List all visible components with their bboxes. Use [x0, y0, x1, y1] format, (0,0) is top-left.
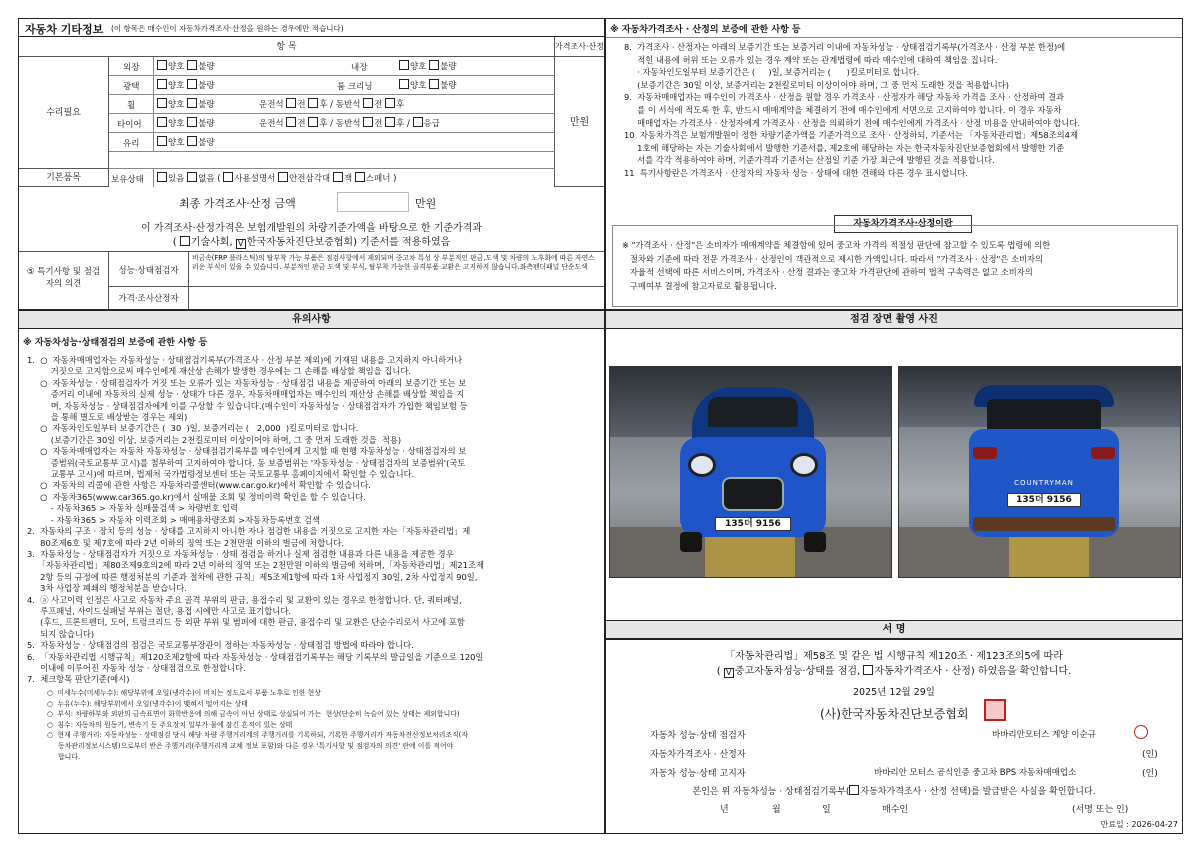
gloss-bad-checkbox[interactable]	[187, 79, 197, 89]
signature-date	[606, 684, 1182, 698]
tire-pass-front-checkbox[interactable]	[363, 117, 373, 127]
notice-line: 2. 자동차의 구조 · 장치 등의 성능 · 상태를 고지하지 아니한 자나 점검한 내용을 거짓으로 고지한 자는「자동차관리법」제	[27, 526, 471, 537]
spanner-label: 스패너	[365, 174, 391, 184]
perf-check-label: 중고자동차성능·상태를 점검,	[734, 666, 861, 677]
notice-section-title: ※ 자동차성능·상태점검의 보증에 관한 사항 등	[23, 338, 208, 348]
triangle-checkbox[interactable]	[278, 172, 288, 182]
price-guarantee-line: · 자동차인도일부터 보증기간은 ( )일, 보증거리는 ( )킬로미터로 합니다.	[624, 67, 920, 78]
rear-car-photo	[898, 366, 1181, 578]
wheel-pass-rear-label: 후	[396, 100, 405, 110]
tire-good-label: 양호	[168, 119, 185, 129]
basis-insurer-label: 기술사회	[190, 237, 230, 248]
buyer-sign-mark: (서명 또는 인)	[1072, 805, 1129, 815]
buyer-label: 매수인	[882, 805, 909, 815]
sign-year: 2025년	[853, 687, 887, 698]
notice-line: ○ 자동차인도일부터 보증기간은 ( 30 )일, 보증거리는 ( 2,000 )킬로미터로 합니다.	[27, 423, 359, 434]
notifier-mark: (인)	[1142, 769, 1158, 779]
group-basic-label: 기본품목	[19, 169, 109, 187]
tire-driver-rear-label: 후	[319, 119, 328, 129]
tire-pass-rear-label: 후	[396, 119, 405, 129]
wheel-good-label: 양호	[168, 100, 185, 110]
notice-line: 증범위(국토교통부 고시)를 첨부하여 고지하여야 합니다. 동 보증범위는 '자동차성능 · 상태점검자의 보증범위'(국토	[27, 457, 466, 468]
notice-line: ○ 자동차매매업자는 자동차 자동차성능 · 상태점검기록부를 매수인에게 고지할 때 현행 자동차성능 · 상태점검자의 보	[27, 446, 467, 457]
gloss-bad-label: 불량	[198, 81, 215, 91]
notice-small-line: ○ 누유(누수): 해당부위에서 오일(냉각수)이 맺혀서 떨어지는 상태	[47, 699, 248, 708]
notice-line: - 자동차365 > 자동차 실매물검색 > 차량번호 입력	[27, 503, 239, 514]
receipt-line-a: 본인은 위 자동차성능 · 상태점검기록부(	[692, 787, 850, 797]
notice-header: 유의사항	[19, 311, 604, 329]
perf-check-checkbox[interactable]: V	[724, 668, 734, 678]
notice-line: (보증기간은 30일 이상, 보증거리는 2천킬로미터 이상이어야 하며, 그 중 먼저 도래한 것을 적용)	[27, 434, 402, 445]
rows-block: 외장 양호 불량 내장 양호 불량 광택 양호 불량 룸 크리닝 양호 불량 휠 양호 불량 운전석 전 후 / 동반석 전 후 타이어 양호 불량 운전석 전 후 / 동반석 전 후 / 응급 유리 양호 불량 보유상태 있음 없음 ( 사용설명서 안전삼각대 잭 스패너 )	[109, 57, 555, 187]
extra-info-subtitle: (이 항목은 매수인이 자동차가격조사·산정을 원하는 경우에만 적습니다)	[111, 24, 344, 33]
vehicle-extra-info-panel	[18, 18, 605, 310]
tire-bad-checkbox[interactable]	[187, 117, 197, 127]
col-header-price: 가격조사·산정	[555, 37, 604, 57]
exterior-good-checkbox[interactable]	[157, 60, 167, 70]
notice-line: 루프패널, 사이드실패널 부위는 절단, 용접 시에만 사고로 표기합니다.	[27, 605, 291, 616]
extra-info-title-bar	[19, 19, 604, 37]
row-exterior-label: 외장	[123, 63, 140, 73]
notice-small-line: ○ 현재 주행거리: 자동차성능 · 상태점검 당시 해당 차량 주행거리계의 주행거리를 기록하되, 기록한 주행거리가 자동차전산정보처리조직(자	[47, 731, 469, 740]
special-label: ⑤ 특기사항 및 점검자의 의견	[19, 251, 109, 309]
manual-label: 사용설명서	[234, 174, 276, 184]
tire-driver-front-label: 전	[297, 119, 306, 129]
price-assessor-mark: (인)	[1142, 750, 1158, 760]
price-column-cell: 만원	[555, 57, 604, 187]
special-perf-label: 성능·상태점검자	[109, 251, 189, 287]
price-guarantee-line: 적힌 내용에 허위 또는 오류가 있는 경우 계약 또는 관계법령에 따라 매수인에 대하여 책임을 집니다.	[624, 54, 998, 65]
buyer-day: 일	[822, 805, 831, 815]
price-guarantee-line: 9. 자동차매매업자는 매수인이 가격조사 · 산정을 원할 경우 가격조사 · 산정자가 해당 자동차 가격을 조사 · 산정하여 결과	[624, 92, 1064, 103]
owned-have-label: 있음	[168, 174, 185, 184]
basis-line2: ( 기술사회, V 한국자동차진단보증협회) 기준서를 적용하였음	[172, 237, 451, 248]
interior-bad-checkbox[interactable]	[429, 60, 439, 70]
notice-small-line: 합니다.	[47, 752, 81, 761]
inspector-seal	[1134, 725, 1148, 739]
signature-line2: ( V 중고자동차성능·상태를 점검, 자동차가격조사 · 산정) 하였음을 확인합니다.	[716, 666, 1072, 677]
price-def-box-title: 자동차가격조사·산정이란	[834, 215, 972, 233]
notice-line: 증거리 이내에 자동차의 실제 성능 · 상태가 다른 경우, 자동차매매업자는 매수인의 재산상 손해를 배상할 책임을 지	[27, 389, 465, 400]
wheel-pass-front-label: 전	[374, 100, 383, 110]
price-guarantee-line: 매매업자는 가격조사 · 산정자에게 가격조사 · 산정을 의뢰하기 전에 매수인에게 가격조사 · 산정 비용을 안내하여야 합니다.	[624, 117, 1081, 128]
inspector-label: 자동차 성능·상태 점검자	[650, 731, 746, 741]
row-interior-label: 내장	[351, 63, 368, 73]
wheel-driver-rear-label: 후	[319, 100, 328, 110]
notice-line: 5. 자동차성능 · 상태점검의 점검은 국토교통부장관이 정하는 자동차성능 · 상태점검 방법에 따라야 합니다.	[27, 640, 414, 651]
receipt-price-checkbox[interactable]	[849, 785, 859, 795]
receipt-line	[606, 784, 1182, 797]
row-owned-label: 보유상태	[111, 175, 144, 185]
exterior-good-label: 양호	[168, 62, 185, 72]
notice-line: 3. 자동차성능 · 상태점검자가 거짓으로 자동차성능 · 상태 점검을 하거나 실제 점검한 내용과 다른 내용을 제공한 경우	[27, 548, 454, 559]
wheel-bad-label: 불량	[198, 100, 215, 110]
notice-line: 을 통해 별도로 배상받는 경우는 제외)	[27, 412, 188, 423]
price-assessor-label: 자동차가격조사 · 산정자	[650, 750, 746, 760]
price-def-body	[622, 239, 1174, 293]
row-gloss-label: 광택	[123, 82, 140, 92]
price-guarantee-line: 11 특기사항란은 가격조사 · 산정자의 자동차 성능 · 상태에 대한 견해와 다른 경우 표시합니다.	[624, 167, 968, 178]
photos-header: 점검 장면 촬영 사진	[606, 311, 1182, 329]
tire-passenger-label: 동반석	[335, 119, 361, 129]
signature-header: 서 명	[606, 621, 1182, 639]
notice-line: 이내에 이루어진 자동차 성능 · 상태점검으로 한정합니다.	[27, 662, 246, 673]
price-guarantee-line: 1호에 해당하는 자는 기술사회에서 발행한 기준서를, 제2호에 해당하는 자는 한국자동차진단보증협회에서 발행한 기준	[624, 142, 1065, 153]
exterior-bad-label: 불량	[198, 62, 215, 72]
basis-insurer-checkbox[interactable]	[180, 236, 190, 246]
notice-line: ○ 자동차성능 · 상태점검자가 거짓 또는 오류가 있는 자동차성능 · 상태점검 내용을 제공하여 아래의 보증기간 또는 보	[27, 377, 467, 388]
notice-line: 3차 사업장 폐쇄의 행정처분을 받습니다.	[27, 583, 187, 594]
wheel-pass-front-checkbox[interactable]	[363, 98, 373, 108]
row-glass-label: 유리	[123, 139, 140, 149]
signature-panel	[605, 620, 1183, 834]
notice-line: 되지 않습니다)	[27, 628, 95, 639]
owned-have-checkbox[interactable]	[157, 172, 167, 182]
notice-small-line: ○ 침수: 자동차의 원동기, 변속기 등 주요장치 일부가 물에 잠긴 흔적이 있는 상태	[47, 720, 293, 729]
spanner-checkbox[interactable]	[355, 172, 365, 182]
manual-checkbox[interactable]	[223, 172, 233, 182]
tire-pass-front-label: 전	[374, 119, 383, 129]
interior-good-label: 양호	[410, 62, 427, 72]
gloss-good-checkbox[interactable]	[157, 79, 167, 89]
notice-line: - 자동차365 > 자동차 이력조회 > 매매용차량조회 >자동차등록번호 검색	[27, 514, 320, 525]
glass-good-checkbox[interactable]	[157, 136, 167, 146]
basis-line1: 이 가격조사·산정가격은 보험개발원의 차량기준가액을 바탕으로 한 기준가격과	[140, 223, 483, 234]
wheel-driver-front-label: 전	[297, 100, 306, 110]
special-perf-text: 비금속(FRP 플라스틱)의 탈부착 가능 부품은 점검사항에서 제외되며 중고차 특성 상 부분적인 판금,도색 및 차량의 노후화에 따른 자연스러운 부식이 있을 수 있습니다. 부분적인 판금 도색 및 부식, 탈부착 가능한 골격부품 교환은 고지하지 않습니다.좌측펜더패널 단순도색	[189, 251, 604, 287]
price-guarantee-line: 10 자동차가격은 보험개발원이 정한 차량기준가액을 기준가격으로 조사 · 산정하되, 기준서는 「자동차관리법」제58조의4제	[624, 130, 1078, 141]
tire-good-checkbox[interactable]	[157, 117, 167, 127]
col-header-item: 항 목	[19, 37, 555, 57]
price-def-line: 자율적 선택에 따른 서비스이며, 가격조사 · 산정 결과는 중고차 가격판단에 관하여 법적 구속력은 없고 소비자의	[622, 267, 1033, 277]
basis-kaa-checkbox[interactable]: V	[236, 239, 246, 249]
notice-small-body	[47, 688, 602, 762]
notice-panel	[18, 310, 605, 834]
notice-body	[27, 355, 602, 686]
owned-none-label: 없음	[198, 174, 215, 184]
price-guarantee-panel	[605, 18, 1183, 310]
notifier-label: 자동차 성능·상태 고지자	[650, 769, 746, 779]
price-def-line: 구매여부 결정에 참고자료로 활용됩니다.	[622, 280, 777, 291]
price-check-checkbox[interactable]	[863, 665, 873, 675]
notice-line: 1. ○ 자동차매매업자는 자동차성능 · 상태점검기록부(가격조사 · 산정 부분 제외)에 기재된 내용을 고지하지 아니하거나	[27, 355, 463, 365]
row-room-clean-label: 룸 크리닝	[337, 82, 373, 92]
basis-line2-end: 기준서를 적용하였음	[360, 237, 451, 248]
tire-emergency-label: 응급	[423, 119, 440, 129]
sign-month: 12월	[889, 687, 911, 698]
wheel-driver-label: 운전석	[259, 100, 284, 110]
interior-good-checkbox[interactable]	[399, 60, 409, 70]
notice-small-line: ○ 미세누수(미세누수): 해당부위에 오일(냉각수)이 비치는 정도로서 부품 노후로 인한 현상	[47, 689, 321, 697]
room-clean-good-label: 양호	[410, 81, 427, 91]
rear-badge: COUNTRYMAN	[1014, 479, 1074, 487]
wheel-passenger-label: 동반석	[335, 100, 361, 110]
notice-line: 「자동차관리법」제80조제9호의2에 따라 2년 이하의 징역 또는 2천만원 이하의 벌금에 처하며,「자동차관리법」제21조제	[27, 560, 484, 571]
final-price-label: 최종 가격조사·산정 금액	[179, 197, 296, 210]
price-guarantee-line: 를 이 서식에 적도록 한 후, 반드시 매매계약을 체결하기 전에 매수인에게 서면으로 고지하여야 합니다. 이 경우 자동차	[624, 104, 1062, 115]
final-price-unit: 만원	[415, 197, 437, 210]
notice-line: 80조제6호 및 제7호에 따라 2년 이하의 징역 또는 2천만원 이하의 벌금에 처합니다.	[27, 537, 344, 548]
group-repair-label: 수리필요	[19, 57, 109, 169]
buyer-month: 월	[772, 805, 781, 815]
row-wheel-label: 휠	[127, 101, 136, 111]
notice-line: 2항 등의 규정에 따른 행정처분의 기준과 절차에 관한 규칙」제5조제1항에 따라 1차 사업정지 30일, 2차 사업정지 90일,	[27, 571, 478, 582]
price-def-line: 절차와 기준에 따라 전문 가격조사 · 산정인이 객관적으로 제시한 가액입니다. 따라서 "가격조사 · 산정"은 소비자의	[622, 253, 1044, 264]
org-seal-stamp	[984, 699, 1006, 721]
notice-line: 며, 자동차성능 · 상태점검자에게 이를 구상할 수 있습니다.(매수인이 자동차성능 · 상태점검자가 가입한 책임보험 등	[27, 400, 468, 411]
price-guarantee-line: (보증기간은 30일 이상, 보증거리는 2천킬로미터 이상이어야 하며, 그 중 먼저 도래한 것을 적용합니다)	[624, 79, 1009, 90]
tire-driver-label: 운전석	[259, 119, 284, 129]
final-price-row	[19, 187, 604, 217]
tire-driver-rear-checkbox[interactable]	[308, 117, 318, 127]
receipt-line-b: 자동차가격조사 · 산정 선택)를 발급받은 사실을 확인합니다.	[860, 787, 1096, 797]
rear-plate: 135더 9156	[1007, 493, 1081, 507]
notice-line: 거짓으로 고지함으로써 매수인에게 재산상 손해가 발생한 경우에는 그 손해를 배상할 책임을 집니다.	[27, 366, 411, 377]
jack-label: 잭	[343, 174, 353, 184]
glass-bad-label: 불량	[198, 138, 215, 148]
wheel-driver-rear-checkbox[interactable]	[308, 98, 318, 108]
room-clean-bad-label: 불량	[440, 81, 457, 91]
price-guarantee-line: 서를 각각 적용하여야 하며, 기준가격과 기준서는 산정일 기준 가장 최근에 발행된 것을 적용합니다.	[624, 155, 995, 166]
price-guarantee-body	[624, 41, 1180, 180]
owned-none-checkbox[interactable]	[187, 172, 197, 182]
wheel-good-checkbox[interactable]	[157, 98, 167, 108]
notice-small-line: 동차관리정보시스템)으로부터 받은 주행거리(주행거리계 교체 정보 포함)와 다른 경우 '특기사항 및 점검자의 의견' 란에 이를 적어야	[47, 741, 454, 750]
sign-day: 29일	[913, 687, 935, 698]
signature-org: (사)한국자동차진단보증협회	[820, 707, 969, 721]
expiry-date: 만료일 : 2026-04-27	[1100, 820, 1178, 829]
notice-line: 교통부 고시)에 따르며, 법제처 국가법령정보센터 또는 국토교통부 홈페이지에서 확인할 수 있습니다.	[27, 469, 415, 480]
price-guarantee-line: 8. 가격조사 · 산정자는 아래의 보증기간 또는 보증거리 이내에 자동차성능 · 상태점검기록부(가격조사 · 산정 부분 한정)에	[624, 42, 1066, 52]
notice-small-line: ○ 부식: 차량하부와 외판의 금속표면이 화학반응에 의해 금속이 아닌 상태로 상실되어 가는 현상(단순히 녹슬어 있는 상태는 제외합니다)	[47, 710, 460, 719]
jack-checkbox[interactable]	[333, 172, 343, 182]
inspector-value: 바바리안모터스 계양 이순규	[992, 730, 1096, 740]
notice-line: ○ 자동차365(www.car365.go.kr)에서 실매물 조회 및 정비이력 확인을 할 수 있습니다.	[27, 491, 366, 502]
basis-kaa-label: 한국자동차진단보증협회	[246, 237, 354, 248]
notice-line: 7. 체크항목 판단기준(예시)	[27, 674, 130, 685]
wheel-pass-rear-checkbox[interactable]	[385, 98, 395, 108]
price-guarantee-title: ※ 자동차가격조사 · 산정의 보증에 관한 사항 등	[610, 25, 801, 35]
interior-bad-label: 불량	[440, 62, 457, 72]
tire-driver-front-checkbox[interactable]	[286, 117, 296, 127]
extra-info-title: 자동차 기타정보	[25, 23, 104, 36]
tire-emergency-checkbox[interactable]	[413, 117, 423, 127]
front-car-photo	[609, 366, 892, 578]
tire-pass-rear-checkbox[interactable]	[385, 117, 395, 127]
glass-bad-checkbox[interactable]	[187, 136, 197, 146]
room-clean-bad-checkbox[interactable]	[429, 79, 439, 89]
wheel-bad-checkbox[interactable]	[187, 98, 197, 108]
photos-panel	[605, 310, 1183, 640]
notifier-value: 바바리안 모터스 공식인증 중고차 BPS 자동차매매업소	[874, 768, 1077, 778]
price-def-line: ※ "가격조사 · 산정"은 소비자가 매매계약을 체결함에 있어 중고차 가격의 적절성 판단에 참고할 수 있도록 법령에 의한	[622, 240, 1051, 250]
notice-line: 6. 「자동차관리법 시행규칙」제120조제2항에 따라 자동차성능 · 상태점검기록부는 해당 기록부의 발급일을 기준으로 120일	[27, 651, 484, 662]
front-plate: 135더 9156	[715, 517, 791, 531]
final-price-input[interactable]	[337, 192, 409, 212]
room-clean-good-checkbox[interactable]	[399, 79, 409, 89]
signature-line1: 「자동차관리법」제58조 및 같은 법 시행규칙 제120조 · 제123조의5에 따라	[725, 651, 1063, 662]
buyer-year: 년	[720, 805, 729, 815]
row-tire-label: 타이어	[117, 120, 142, 130]
gloss-good-label: 양호	[168, 81, 185, 91]
wheel-driver-front-checkbox[interactable]	[286, 98, 296, 108]
notice-line: ○ 자동차의 리콜에 관한 사항은 자동차리콜센터(www.car.go.kr)에서 확인할 수 있습니다.	[27, 480, 371, 491]
notice-line: 4. ⓐ 사고이력 인정은 사고로 자동차 주요 골격 부위의 판금, 용접수리 및 교환이 있는 경우로 한정합니다. 단, 쿼터패널,	[27, 594, 462, 605]
glass-good-label: 양호	[168, 138, 185, 148]
notice-line: (후드, 프론트펜더, 도어, 트렁크리드 등 외판 부위 및 범퍼에 대한 판금, 용접수리 및 교환은 단순수리로서 사고에 포함	[27, 617, 465, 628]
tire-bad-label: 불량	[198, 119, 215, 129]
exterior-bad-checkbox[interactable]	[187, 60, 197, 70]
price-check-label: 자동차가격조사 · 산정) 하였음을 확인합니다.	[874, 666, 1072, 677]
triangle-label: 안전삼각대	[289, 174, 331, 184]
special-price-label: 가격·조사산정자	[109, 287, 189, 309]
